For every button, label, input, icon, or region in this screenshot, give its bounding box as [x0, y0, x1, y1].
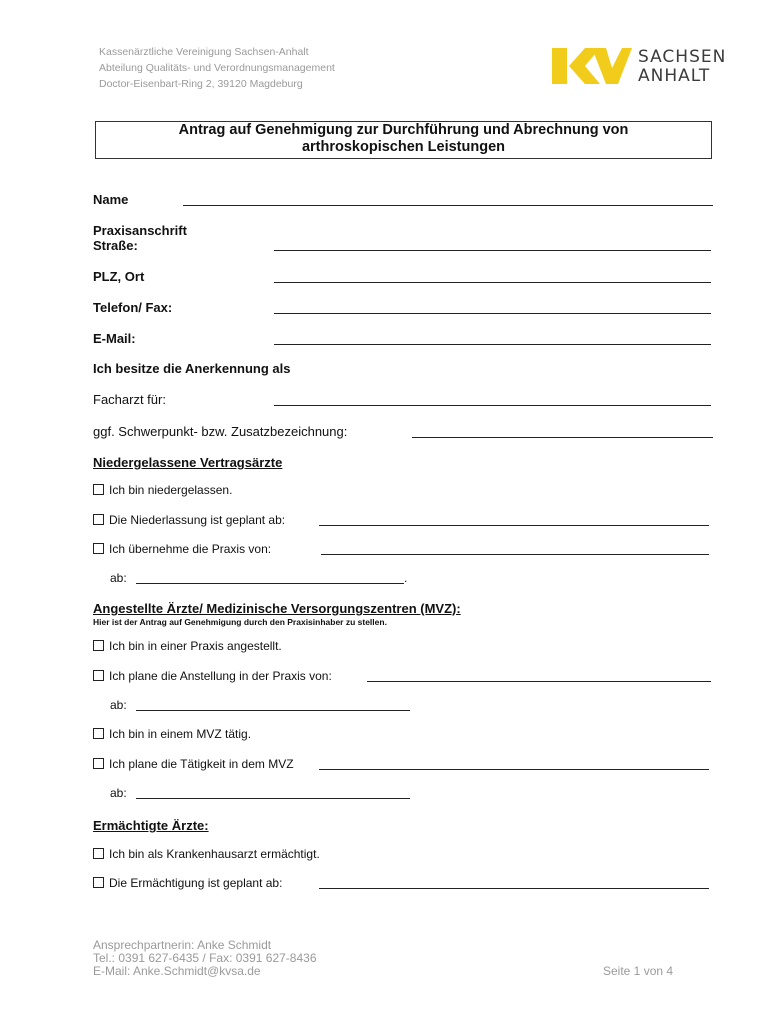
option-niederlassung-geplant[interactable] [93, 513, 285, 527]
option-ermaechtigung-geplant[interactable] [93, 876, 282, 890]
checkbox[interactable] [93, 484, 104, 495]
niederlassung-date-field[interactable] [319, 525, 709, 526]
org-street: Doctor-Eisenbart-Ring 2, 39120 Magdeburg [99, 78, 303, 90]
focus-label: ggf. Schwerpunkt- bzw. Zusatzbezeichnung: [93, 424, 348, 439]
checkbox[interactable] [93, 728, 104, 739]
option-niedergelassen[interactable] [93, 483, 232, 497]
option-mvz-geplant[interactable] [93, 757, 294, 771]
option-label: Ich bin niedergelassen. [109, 483, 233, 497]
street-label: Straße: [93, 238, 138, 253]
praxis-uebernahme-field[interactable] [321, 554, 709, 555]
name-field[interactable] [183, 205, 713, 206]
contact-email: E-Mail: Anke.Schmidt@kvsa.de [93, 964, 261, 978]
ermaechtigung-date-field[interactable] [319, 888, 709, 889]
checkbox[interactable] [93, 877, 104, 888]
specialist-label: Facharzt für: [93, 392, 166, 407]
checkbox[interactable] [93, 758, 104, 769]
org-name: Kassenärztliche Vereinigung Sachsen-Anhalt [99, 46, 309, 58]
title-line-1: Antrag auf Genehmigung zur Durchführung und Abrechnung von [178, 122, 629, 138]
option-in-mvz-taetig[interactable] [93, 727, 251, 741]
footer-contact [93, 939, 317, 978]
contact-person: Ansprechpartnerin: Anke Schmidt [93, 938, 272, 952]
option-label: Die Ermächtigung ist geplant ab: [109, 876, 283, 890]
ab-label: ab: [110, 786, 127, 800]
option-label: Ich plane die Anstellung in der Praxis von: [109, 669, 332, 683]
option-label: Ich übernehme die Praxis von: [109, 542, 272, 556]
uebernahme-date-field[interactable] [136, 583, 404, 584]
street-field[interactable] [274, 250, 711, 251]
ab-label: ab: [110, 571, 127, 585]
focus-field[interactable] [412, 437, 713, 438]
option-label: Ich bin als Krankenhausarzt ermächtigt. [109, 847, 320, 861]
praxisanschrift-label: Praxisanschrift [93, 223, 187, 238]
specialist-field[interactable] [274, 405, 711, 406]
title-line-2: arthroskopischen Leistungen [301, 139, 506, 155]
anstellung-date-field[interactable] [136, 710, 410, 711]
section-heading-ermaechtigte: Ermächtigte Ärzte: [93, 818, 209, 833]
option-label: Ich bin in einem MVZ tätig. [109, 727, 252, 741]
logo-text-sachsen: SACHSEN [638, 47, 727, 67]
recognition-heading: Ich besitze die Anerkennung als [93, 361, 291, 376]
anstellung-praxis-field[interactable] [367, 681, 711, 682]
checkbox[interactable] [93, 670, 104, 681]
phone-fax-field[interactable] [274, 313, 711, 314]
section-note: Hier ist der Antrag auf Genehmigung durch den Praxisinhaber zu stellen. [93, 617, 387, 627]
email-label: E-Mail: [93, 331, 136, 346]
period-mark: . [404, 571, 408, 585]
mvz-field[interactable] [319, 769, 709, 770]
logo-text-anhalt: ANHALT [638, 66, 711, 86]
section-heading-niedergelassene: Niedergelassene Vertragsärzte [93, 455, 283, 470]
ab-label: ab: [110, 698, 127, 712]
document-title [95, 121, 712, 159]
contact-phone: Tel.: 0391 627-6435 / Fax: 0391 627-8436 [93, 951, 317, 965]
org-address [99, 44, 335, 92]
option-anstellung-geplant[interactable] [93, 669, 332, 683]
plz-ort-label: PLZ, Ort [93, 269, 145, 284]
option-label: Ich plane die Tätigkeit in dem MVZ [109, 757, 294, 771]
email-field[interactable] [274, 344, 711, 345]
option-praxis-uebernahme[interactable] [93, 542, 271, 556]
checkbox[interactable] [93, 543, 104, 554]
mvz-date-field[interactable] [136, 798, 410, 799]
option-label: Die Niederlassung ist geplant ab: [109, 513, 286, 527]
org-department: Abteilung Qualitäts- und Verordnungsmanagement [99, 62, 335, 74]
checkbox[interactable] [93, 514, 104, 525]
option-label: Ich bin in einer Praxis angestellt. [109, 639, 282, 653]
plz-ort-field[interactable] [274, 282, 711, 283]
kv-logo-mark [552, 46, 632, 86]
checkbox[interactable] [93, 640, 104, 651]
checkbox[interactable] [93, 848, 104, 859]
phone-fax-label: Telefon/ Fax: [93, 300, 173, 315]
name-label: Name [93, 192, 129, 207]
option-krankenhausarzt-ermaechtigt[interactable] [93, 847, 320, 861]
section-heading-angestellte: Angestellte Ärzte/ Medizinische Versorgungszentren (MVZ): [93, 601, 461, 616]
page-number: Seite 1 von 4 [603, 964, 674, 978]
kv-logo [552, 46, 727, 88]
option-in-praxis-angestellt[interactable] [93, 639, 282, 653]
